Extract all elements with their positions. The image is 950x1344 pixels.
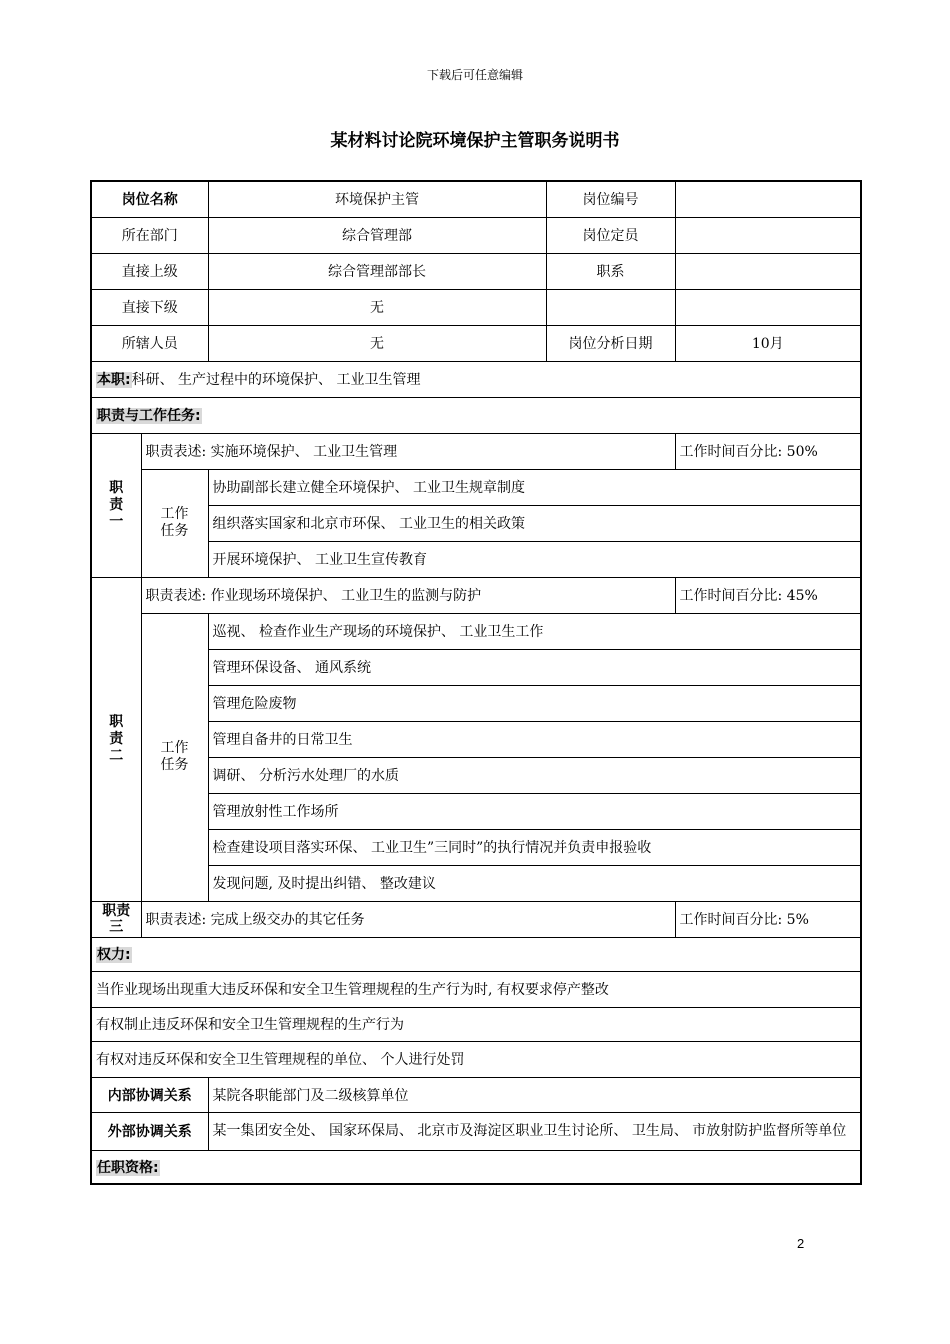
analysis-date-label: 岗位分析日期 — [546, 325, 675, 361]
staff-value: 无 — [208, 325, 546, 361]
authority-row — [91, 1041, 861, 1077]
page-number: 2 — [797, 1236, 805, 1251]
superior-value: 综合管理部部长 — [208, 253, 546, 289]
row-department — [91, 217, 861, 253]
duty2-task: 检查建设项目落实环保、 工业卫生”三同时”的执行情况并负责申报验收 — [208, 829, 861, 865]
duty1-task: 开展环境保护、 工业卫生宣传教育 — [208, 541, 861, 577]
responsibilities-label: 职责与工作任务: — [97, 408, 201, 424]
row-duty-summary — [91, 361, 861, 397]
duty2-task: 管理危险废物 — [208, 685, 861, 721]
responsibilities-header-cell — [91, 397, 861, 433]
row-superior — [91, 253, 861, 289]
authority-header-cell — [91, 937, 861, 971]
row-external-coordination — [91, 1112, 861, 1150]
position-code-label: 岗位编号 — [546, 181, 675, 217]
duty2-task: 管理自备井的日常卫生 — [208, 721, 861, 757]
row-authority-header — [91, 937, 861, 971]
duty2-description: 职责表述: 作业现场环境保护、 工业卫生的监测与防护 — [141, 577, 675, 613]
duty2-description-row — [91, 577, 861, 613]
empty-cell — [546, 289, 675, 325]
external-coordination-text: 某一集团安全处、 国家环保局、 北京市及海淀区职业卫生讨论所、 卫生局、 市放射防护监督所等单位 — [208, 1112, 861, 1150]
duty3-row — [91, 901, 861, 937]
authority-label: 权力: — [97, 947, 131, 963]
authority-item: 有权对违反环保和安全卫生管理规程的单位、 个人进行处罚 — [91, 1041, 861, 1077]
duty3-time-percent: 工作时间百分比: 5% — [675, 901, 861, 937]
qualification-header-cell — [91, 1150, 861, 1184]
row-staff — [91, 325, 861, 361]
position-name-label: 岗位名称 — [91, 181, 208, 217]
duty1-label: 职 责 一 — [91, 433, 141, 577]
duty-summary-cell — [91, 361, 861, 397]
headcount-value — [675, 217, 861, 253]
duty2-time-percent: 工作时间百分比: 45% — [675, 577, 861, 613]
duty-summary-label: 本职: — [97, 372, 131, 388]
duty2-task: 管理放射性工作场所 — [208, 793, 861, 829]
header-note: 下载后可任意编辑 — [426, 68, 523, 82]
duty3-description: 职责表述: 完成上级交办的其它任务 — [141, 901, 675, 937]
staff-label: 所辖人员 — [91, 325, 208, 361]
authority-item: 有权制止违反环保和安全卫生管理规程的生产行为 — [91, 1007, 861, 1041]
duty2-task-row — [91, 613, 861, 649]
row-position-name — [91, 181, 861, 217]
position-code-value — [675, 181, 861, 217]
external-coordination-label: 外部协调关系 — [91, 1112, 208, 1150]
empty-cell — [675, 289, 861, 325]
duty2-task: 发现问题, 及时提出纠错、 整改建议 — [208, 865, 861, 901]
department-value: 综合管理部 — [208, 217, 546, 253]
subordinate-label: 直接下级 — [91, 289, 208, 325]
internal-coordination-text: 某院各职能部门及二级核算单位 — [208, 1077, 861, 1112]
headcount-label: 岗位定员 — [546, 217, 675, 253]
department-label: 所在部门 — [91, 217, 208, 253]
duty1-description-row — [91, 433, 861, 469]
document-title: 某材料讨论院环境保护主管职务说明书 — [330, 131, 620, 151]
job-description-table — [90, 180, 862, 1185]
duty2-label: 职 责 二 — [91, 577, 141, 901]
authority-row — [91, 1007, 861, 1041]
duty1-task: 协助副部长建立健全环境保护、 工业卫生规章制度 — [208, 469, 861, 505]
duty2-task-label: 工作 任务 — [141, 613, 208, 901]
series-value — [675, 253, 861, 289]
row-qualification-header — [91, 1150, 861, 1184]
duty1-time-percent: 工作时间百分比: 50% — [675, 433, 861, 469]
subordinate-value: 无 — [208, 289, 546, 325]
series-label: 职系 — [546, 253, 675, 289]
duty2-task: 巡视、 检查作业生产现场的环境保护、 工业卫生工作 — [208, 613, 861, 649]
row-responsibilities-header — [91, 397, 861, 433]
duty1-task: 组织落实国家和北京市环保、 工业卫生的相关政策 — [208, 505, 861, 541]
superior-label: 直接上级 — [91, 253, 208, 289]
authority-item: 当作业现场出现重大违反环保和安全卫生管理规程的生产行为时, 有权要求停产整改 — [91, 971, 861, 1007]
duty1-description: 职责表述: 实施环境保护、 工业卫生管理 — [141, 433, 675, 469]
duty2-task: 管理环保设备、 通风系统 — [208, 649, 861, 685]
qualification-label: 任职资格: — [97, 1159, 159, 1176]
duty1-task-label: 工作 任务 — [141, 469, 208, 577]
authority-row — [91, 971, 861, 1007]
analysis-date-value: 10月 — [675, 325, 861, 361]
duty2-task: 调研、 分析污水处理厂的水质 — [208, 757, 861, 793]
row-subordinate — [91, 289, 861, 325]
internal-coordination-label: 内部协调关系 — [91, 1077, 208, 1112]
duty3-label: 职责 三 — [91, 901, 141, 937]
row-internal-coordination — [91, 1077, 861, 1112]
duty-summary-text: 科研、 生产过程中的环境保护、 工业卫生管理 — [131, 372, 421, 388]
duty1-task-row — [91, 469, 861, 505]
position-name-value: 环境保护主管 — [208, 181, 546, 217]
